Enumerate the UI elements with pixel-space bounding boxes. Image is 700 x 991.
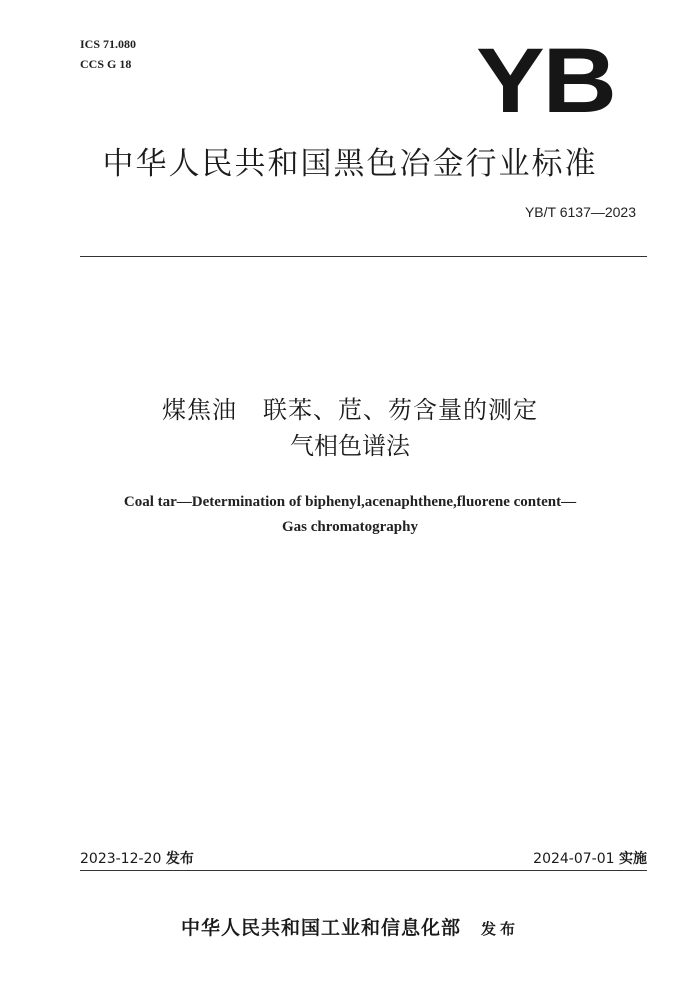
english-title-line1: Coal tar—Determination of biphenyl,acenaphthene,fluorene content— [123, 494, 577, 510]
chinese-title-line1 [0, 392, 700, 428]
implement-date: 2024-07-01 [533, 851, 615, 867]
ccs-code: CCS G 18 [80, 57, 132, 71]
title-topic: 联苯、苊、芴含量的测定 [263, 396, 538, 424]
title-method: 气相色谱法 [290, 432, 410, 460]
implement-label: 实施 [619, 851, 647, 867]
issuer-name: 中华人民共和国工业和信息化部 [180, 917, 461, 939]
implement-date-block [533, 848, 647, 868]
organization-title: 中华人民共和国黑色冶金行业标准 [102, 146, 598, 182]
issue-date-block [80, 848, 194, 868]
issue-date: 2023-12-20 [80, 851, 162, 867]
english-title-line2: Gas chromatography [282, 519, 418, 535]
issuer-action: 发布 [481, 920, 520, 938]
title-subject: 煤焦油 [162, 396, 237, 424]
english-title [0, 490, 700, 540]
bottom-divider [80, 870, 647, 871]
yb-logo: YB [476, 30, 615, 132]
dates-row [80, 848, 647, 870]
ics-code: ICS 71.080 [80, 37, 137, 51]
classification-codes [80, 34, 136, 74]
chinese-title [0, 392, 700, 464]
issuer [0, 913, 700, 940]
issue-label: 发布 [165, 851, 194, 867]
top-divider [80, 256, 647, 257]
standard-number: YB/T 6137—2023 [524, 204, 636, 220]
